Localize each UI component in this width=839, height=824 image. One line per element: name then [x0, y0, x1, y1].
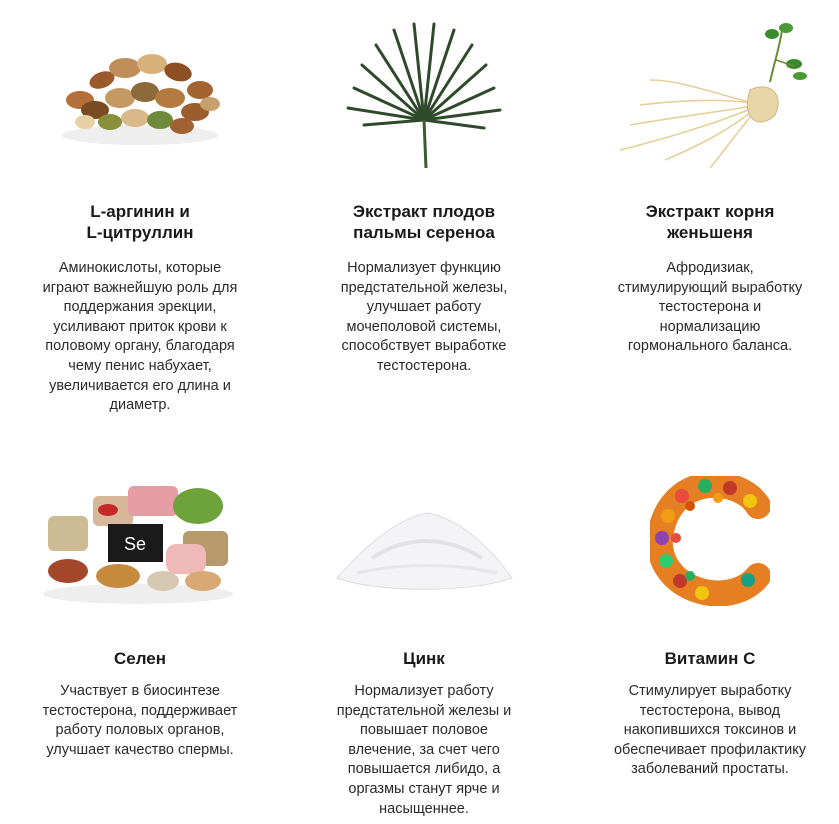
selenium-foods-image: [38, 476, 238, 606]
ingredient-title: Витамин С: [664, 649, 756, 668]
ingredient-title: L-аргинин и L-цитруллин: [86, 202, 194, 242]
ingredient-description: Нормализует функцию предстательной железы, улучшает работу мочеполовой системы, способствует выработке тестостерона.: [340, 260, 508, 374]
ingredient-title: Цинк: [403, 649, 445, 668]
ingredient-description: Аминокислоты, которые играют важнейшую роль для поддержания эрекции, усиливают приток крови к половому органу, благодаря чему пенис набухает, увеличивается его длина и диаметр.: [42, 260, 238, 414]
zinc-powder-image: [332, 498, 517, 598]
palm-leaf-image: [334, 20, 514, 170]
ginseng-root-image: [610, 20, 790, 170]
mixed-nuts-image: [50, 40, 230, 190]
vitamin-c-fruits-image: [650, 476, 770, 606]
ingredient-description: Участвует в биосинтезе тестостерона, поддерживает работу половых органов, улучшает качество спермы.: [42, 683, 238, 758]
ingredient-title: Селен: [113, 649, 167, 668]
ingredient-description: Стимулирует выработку тестостерона, вывод накопившихся токсинов и обеспечивает профилактику заболеваний простаты.: [613, 683, 806, 778]
ingredient-description: Нормализует работу предстательной железы и повышает половое влечение, за счет чего повышается либидо, а оргазмы станут ярче и насыщеннее.: [336, 683, 512, 817]
ingredient-title: Экстракт плодов пальмы сереноа: [352, 202, 496, 242]
ingredient-title: Экстракт корня женьшеня: [645, 202, 775, 242]
ingredient-description: Афродизиак, стимулирующий выработку тестостерона и нормализацию гормонального баланса.: [617, 260, 803, 355]
selenium-label: Se: [123, 534, 147, 554]
